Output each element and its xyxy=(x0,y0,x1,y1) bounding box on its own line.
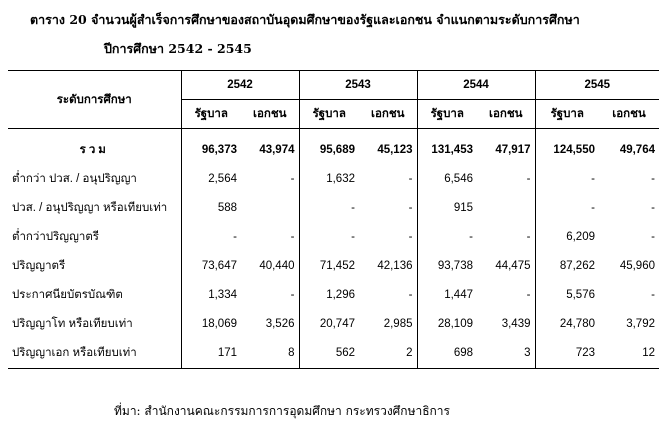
government-value: 723 xyxy=(535,338,599,369)
private-value: - xyxy=(408,201,413,214)
private-value: - xyxy=(290,288,295,301)
private-value: 47,917 xyxy=(495,143,531,156)
private-value: 40,440 xyxy=(259,259,295,272)
private-value: 45,960 xyxy=(619,259,655,272)
table-body xyxy=(8,129,659,369)
row-label: ปริญญาตรี xyxy=(12,259,66,272)
private-value: - xyxy=(526,172,531,185)
row-label: ต่ำกว่า ปวส. / อนุปริญญา xyxy=(12,172,137,185)
year-header: 2545 xyxy=(535,71,659,100)
government-value: 1,334 xyxy=(181,280,241,309)
government-header: รัฐบาล xyxy=(299,100,359,129)
government-value: 124,550 xyxy=(535,129,599,165)
government-value: - xyxy=(299,193,359,222)
government-value: 1,632 xyxy=(299,164,359,193)
private-value: - xyxy=(651,288,655,301)
private-value xyxy=(241,193,299,222)
level-column-header: ระดับการศึกษา xyxy=(8,71,181,129)
source-note: ที่มา: สำนักงานคณะกรรมการการอุดมศึกษา กระทรวงศึกษาธิการ xyxy=(114,404,450,418)
private-value: 45,123 xyxy=(377,143,413,156)
year-header: 2543 xyxy=(299,71,417,100)
private-value: - xyxy=(651,201,655,214)
private-value: 3,792 xyxy=(626,317,655,330)
private-value: 2 xyxy=(406,347,413,359)
government-value: 20,747 xyxy=(299,309,359,338)
private-header: เอกชน xyxy=(477,100,535,129)
private-header: เอกชน xyxy=(599,100,659,129)
government-value: 5,576 xyxy=(535,280,599,309)
government-value: 2,564 xyxy=(181,164,241,193)
government-value: 28,109 xyxy=(417,309,477,338)
government-header: รัฐบาล xyxy=(417,100,477,129)
row-label: ปวส. / อนุปริญญา หรือเทียบเท่า xyxy=(12,201,168,214)
government-value: - xyxy=(535,164,599,193)
government-value: 1,296 xyxy=(299,280,359,309)
table-row xyxy=(8,309,659,338)
government-value: 71,452 xyxy=(299,251,359,280)
private-value xyxy=(477,193,535,222)
government-value: - xyxy=(417,222,477,251)
private-value: - xyxy=(526,230,531,243)
table-row xyxy=(8,338,659,369)
government-value: 562 xyxy=(299,338,359,369)
government-value: - xyxy=(181,222,241,251)
private-value: - xyxy=(290,172,295,185)
row-label: ต่ำกว่าปริญญาตรี xyxy=(12,230,99,243)
row-label: รวม xyxy=(79,143,109,156)
government-header: รัฐบาล xyxy=(181,100,241,129)
table-row xyxy=(8,280,659,309)
year-header: 2542 xyxy=(181,71,299,100)
table-title: ตาราง 20 จำนวนผู้สำเร็จการศึกษาของสถาบันอุดมศึกษาของรัฐและเอกชน จำแนกตามระดับการศึกษา xyxy=(30,12,580,27)
government-value: 96,373 xyxy=(181,129,241,165)
private-value: 8 xyxy=(288,347,295,359)
table-row xyxy=(8,193,659,222)
table-row xyxy=(8,222,659,251)
private-value: 3,439 xyxy=(501,317,531,330)
private-value: - xyxy=(408,288,413,301)
government-header: รัฐบาล xyxy=(535,100,599,129)
private-value: 42,136 xyxy=(377,259,413,272)
row-label: ปริญญาเอก หรือเทียบเท่า xyxy=(12,347,137,359)
government-value: 95,689 xyxy=(299,129,359,165)
private-value: - xyxy=(408,230,413,243)
table-row xyxy=(8,251,659,280)
private-value: 3,526 xyxy=(265,317,295,330)
government-value: 6,209 xyxy=(535,222,599,251)
row-label: ปริญญาโท หรือเทียบเท่า xyxy=(12,317,133,330)
graduates-table xyxy=(8,70,659,369)
private-header: เอกชน xyxy=(241,100,299,129)
private-value: - xyxy=(651,172,655,185)
private-value: 43,974 xyxy=(259,143,295,156)
government-value: - xyxy=(299,222,359,251)
government-value: - xyxy=(535,193,599,222)
row-label: ประกาศนียบัตรบัณฑิต xyxy=(12,288,123,301)
private-header: เอกชน xyxy=(359,100,417,129)
government-value: 6,546 xyxy=(417,164,477,193)
government-value: 588 xyxy=(181,193,241,222)
government-value: 93,738 xyxy=(417,251,477,280)
government-value: 73,647 xyxy=(181,251,241,280)
private-value: - xyxy=(290,230,295,243)
government-value: 698 xyxy=(417,338,477,369)
private-value: - xyxy=(408,172,413,185)
government-value: 24,780 xyxy=(535,309,599,338)
private-value: 44,475 xyxy=(495,259,531,272)
total-row xyxy=(8,129,659,165)
private-value: 2,985 xyxy=(383,317,413,330)
private-value: - xyxy=(526,288,531,301)
table-subtitle: ปีการศึกษา 2542 - 2545 xyxy=(104,41,252,56)
private-value: 3 xyxy=(524,347,531,359)
private-value: 12 xyxy=(642,347,655,359)
table-row xyxy=(8,164,659,193)
government-value: 171 xyxy=(181,338,241,369)
year-header: 2544 xyxy=(417,71,535,100)
government-value: 87,262 xyxy=(535,251,599,280)
government-value: 1,447 xyxy=(417,280,477,309)
private-value: 49,764 xyxy=(619,143,655,156)
government-value: 915 xyxy=(417,193,477,222)
government-value: 131,453 xyxy=(417,129,477,165)
private-value: - xyxy=(651,230,655,243)
government-value: 18,069 xyxy=(181,309,241,338)
